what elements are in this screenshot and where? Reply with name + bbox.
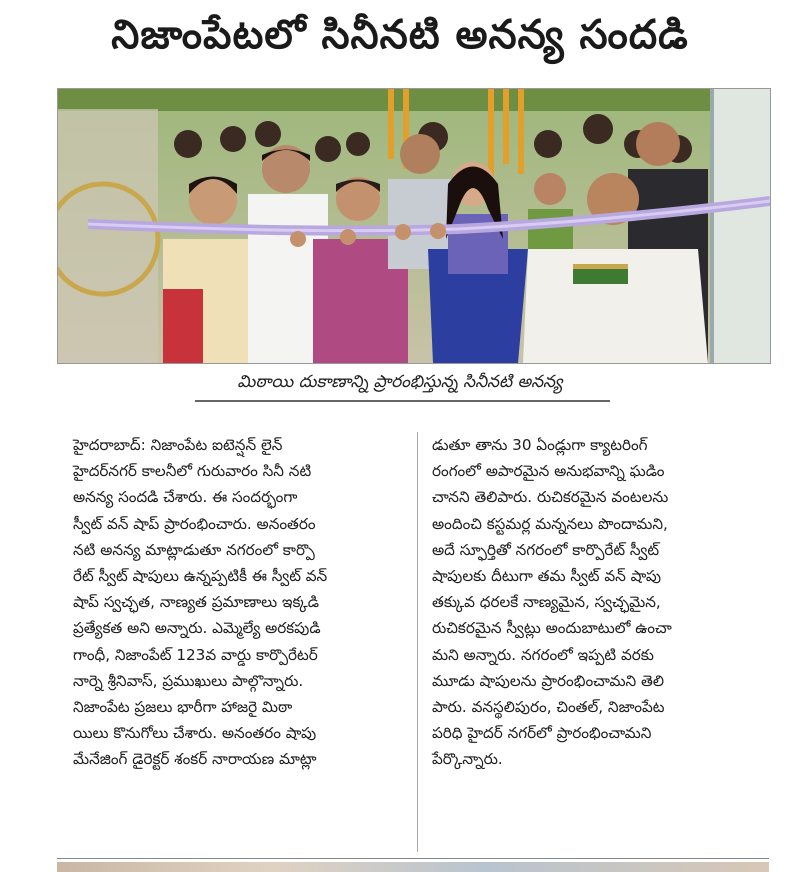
caption-underline (195, 400, 610, 402)
text-line: మని అన్నారు. నగరంలో ఇప్పటి వరకు (432, 645, 654, 664)
text-line: చానని తెలిపారు. రుచికరమైన వంటలను (432, 488, 669, 507)
text-line: అదే స్ఫూర్తితో నగరంలో కార్పొరేట్ స్వీట్ (432, 540, 660, 559)
photo-caption: మిఠాయి దుకాణాన్ని ప్రారంభిస్తున్న సినీనటి అనన్య (237, 372, 563, 392)
text-line: హైదరాబాద్: నిజాంపేట ఐటెన్షన్ లైన్ (73, 436, 283, 454)
text-line: పారు. వనస్థలిపురం, చింతల్, నిజాంపేట (432, 698, 665, 717)
text-line: అందించి కస్టమర్ల మన్ననలు పొందామని, (432, 514, 668, 533)
text-line: మూడు షాపులను ప్రారంభించామని తెలి (432, 671, 664, 690)
next-article-photo-strip (57, 862, 769, 872)
text-line: నార్నె శ్రీనివాస్, ప్రముఖులు పాల్గొన్నారు. (73, 671, 304, 690)
text-line: రంగంలో అపారమైన అనుభవాన్ని ఘడిం (432, 462, 665, 481)
text-line: షాప్ స్వచ్ఛత, నాణ్యత ప్రమాణాలు ఇక్కడి (73, 593, 319, 612)
text-line: మేనేజింగ్ డైరెక్టర్ శంకర్ నారాయణ మాట్లా (73, 750, 317, 769)
ribbon-cutting-photo (57, 88, 771, 364)
text-line: అనన్య సందడి చేశారు. ఈ సందర్భంగా (73, 488, 298, 507)
text-line: తక్కువ ధరలకే నాణ్యమైన, స్వచ్ఛమైన, (432, 593, 661, 612)
text-line: యిలు కొనుగోలు చేశారు. అనంతరం షాపు (73, 724, 317, 743)
text-line: రుచికరమైన స్వీట్లు అందుబాటులో ఉంచా (432, 619, 672, 638)
text-line: నటి అనన్య మాట్లాడుతూ నగరంలో కార్పొ (73, 540, 315, 559)
column-divider (417, 432, 418, 852)
text-line: హైదర్‌నగర్ కాలనీలో గురువారం సినీ నటి (73, 462, 312, 481)
text-line: షాపులకు దీటుగా తమ స్వీట్ వన్ షాపు (432, 567, 661, 586)
text-line: స్వీట్ వన్ షాప్ ప్రారంభించారు. అనంతరం (73, 514, 316, 533)
article-column-right (432, 432, 777, 773)
text-line: గాంధీ, నిజాంపేట్ 123వ వార్డు కార్పొరేటర్ (73, 645, 318, 664)
article-headline: నిజాంపేటలో సినీనటి అనన్య సందడి (111, 12, 689, 58)
text-line: డుతూ తాను 30 ఏండ్లుగా క్యాటరింగ్ (432, 436, 648, 454)
article-column-left (73, 432, 418, 773)
text-line: రేట్ స్వీట్ షాపులు ఉన్నప్పటికీ ఈ స్వీట్ వన్ (73, 567, 328, 586)
text-line: ప్రత్యేకత అని అన్నారు. ఎమ్మెల్యే అరకపుడి (73, 619, 321, 638)
text-line: పరిధి హైదర్ నగర్‌లో ప్రారంభించామని (432, 724, 652, 743)
text-line: నిజాంపేట ప్రజలు భారీగా హాజరై మిఠా (73, 698, 293, 717)
bottom-rule (57, 858, 769, 859)
text-line: పేర్కొన్నారు. (432, 750, 503, 769)
